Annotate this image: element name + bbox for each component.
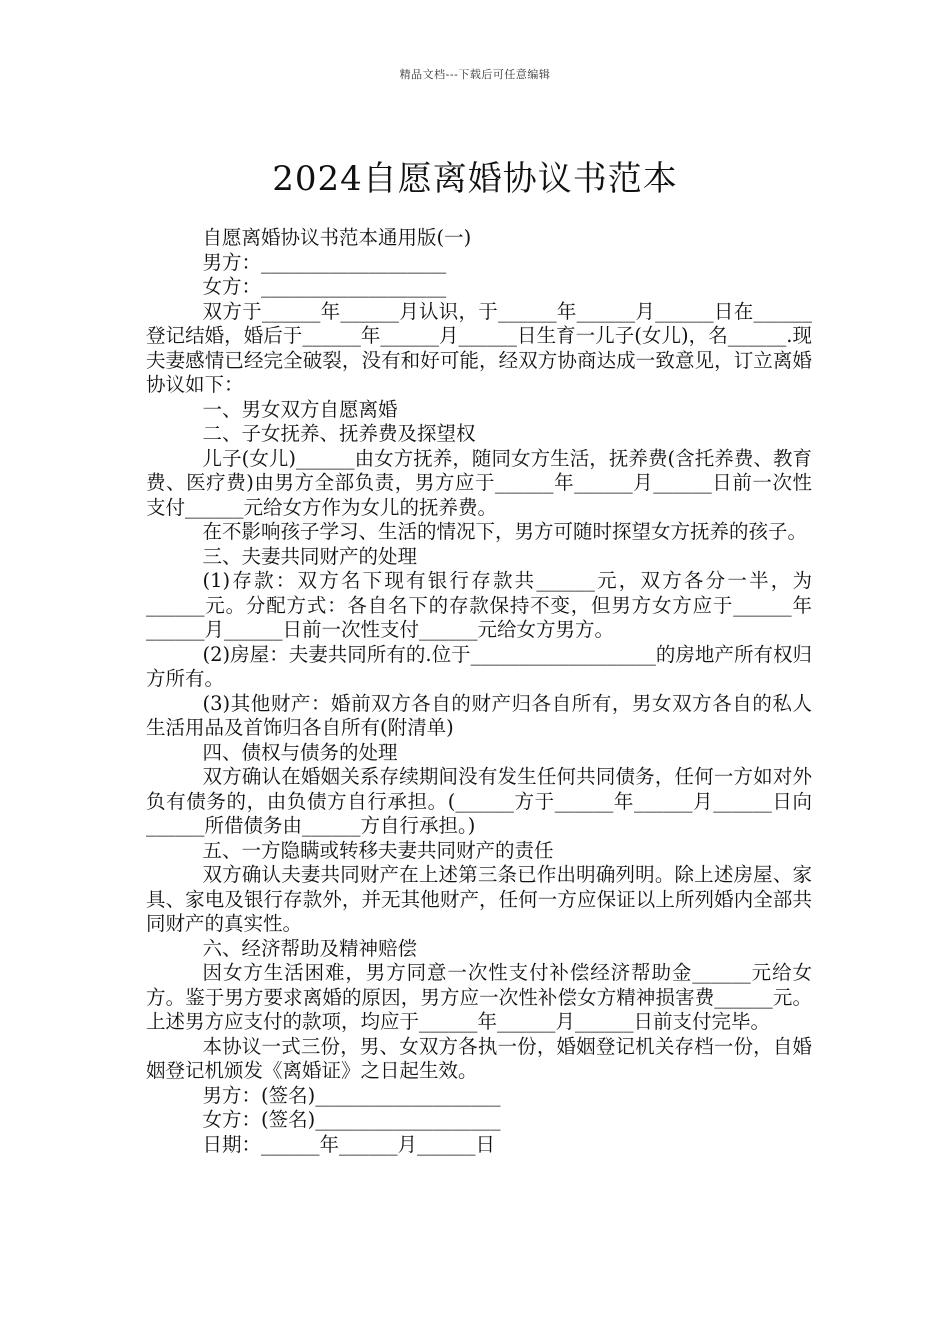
- document-title: 2024自愿离婚协议书范本: [272, 158, 678, 199]
- paragraph: 双方于______年______月认识，于______年______月______日在______登记结婚，婚后于______年______月______日生育一儿子(女儿)，名______.现夫妻感情已经完全破裂，没有和好可能，经双方协商达成一致意见，订立离婚协议如下：: [146, 299, 812, 396]
- paragraph: (1)存款：双方名下现有银行存款共______元，双方各分一半，为______元。分配方式：各自名下的存款保持不变，但男方女方应于______年______月______日前一次性支付______元给女方男方。: [146, 569, 812, 641]
- paragraph: 日期：______年______月______日: [202, 1132, 496, 1156]
- paragraph: 在不影响孩子学习、生活的情况下，男方可随时探望女方抚养的孩子。: [202, 520, 808, 543]
- paragraph: 一、男女双方自愿离婚: [202, 397, 398, 421]
- paragraph: (3)其他财产：婚前双方各自的财产归各自所有，男女双方各自的私人生活用品及首饰归各自所有(附清单): [146, 691, 812, 739]
- paragraph: 双方确认夫妻共同财产在上述第三条已作出明确列明。除上述房屋、家具、家电及银行存款外，并无其他财产，任何一方应保证以上所列婚内全部共同财产的真实性。: [146, 863, 812, 935]
- paragraph: 女方：(签名)___________________: [202, 1108, 501, 1131]
- paragraph: 儿子(女儿)______由女方抚养，随同女方生活，抚养费(含托养费、教育费、医疗费)由男方全部负责，男方应于______年______月______日前一次性支付______元给女方作为女儿的抚养费。: [146, 446, 812, 519]
- paragraph: 四、债权与债务的处理: [202, 740, 398, 764]
- paragraph: (2)房屋：夫妻共同所有的.位于___________________的房地产所有权归方所有。: [146, 642, 812, 690]
- paragraph: 男方：___________________: [202, 250, 447, 274]
- paragraph: 女方：___________________: [202, 275, 447, 298]
- paragraph: 因女方生活困难，男方同意一次性支付补偿经济帮助金______元给女方。鉴于男方要求离婚的原因，男方应一次性补偿女方精神损害费______元。上述男方应支付的款项，均应于______年______月______日前支付完毕。: [146, 961, 812, 1033]
- paragraph: 三、夫妻共同财产的处理: [202, 544, 418, 568]
- paragraph: 二、子女抚养、抚养费及探望权: [202, 422, 476, 445]
- paragraph: 男方：(签名)___________________: [202, 1083, 501, 1107]
- paragraph: 自愿离婚协议书范本通用版(一): [202, 226, 472, 249]
- paragraph: 双方确认在婚姻关系存续期间没有发生任何共同债务，任何一方如对外负有债务的，由负债方自行承担。(______方于______年______月______日向______所借债务由______方自行承担。): [146, 765, 812, 837]
- paragraph: 五、一方隐瞒或转移夫妻共同财产的责任: [202, 838, 554, 862]
- header-note: 精品文档---下载后可任意编辑: [399, 68, 551, 81]
- paragraph: 本协议一式三份，男、女双方各执一份，婚姻登记机关存档一份，自婚姻登记机颁发《离婚证》之日起生效。: [146, 1034, 812, 1082]
- paragraph: 六、经济帮助及精神赔偿: [202, 936, 418, 960]
- document-body: [146, 226, 812, 1157]
